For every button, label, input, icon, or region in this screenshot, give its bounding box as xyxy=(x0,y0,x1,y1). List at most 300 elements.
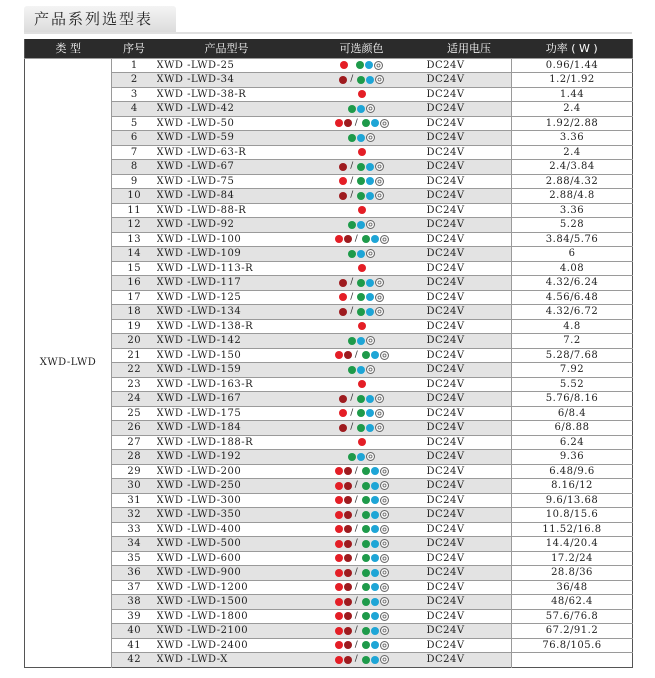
row-power: 2.88/4.8 xyxy=(512,189,633,204)
table-row xyxy=(25,218,633,233)
darkred-dot-icon xyxy=(339,424,347,432)
row-power: 5.52 xyxy=(512,377,633,392)
white-dot-icon xyxy=(375,191,384,200)
row-voltage: DC24V xyxy=(427,595,512,610)
cyan-dot-icon xyxy=(371,511,379,519)
row-power: 2.4/3.84 xyxy=(512,160,633,175)
row-index: 22 xyxy=(112,363,157,378)
row-colors xyxy=(297,58,427,73)
green-dot-icon xyxy=(348,134,356,142)
color-separator: / xyxy=(354,233,359,244)
color-separator: / xyxy=(350,161,354,172)
cyan-dot-icon xyxy=(366,395,374,403)
red-dot-icon xyxy=(335,511,343,519)
row-colors xyxy=(297,189,427,204)
white-dot-icon xyxy=(366,365,375,374)
row-index: 5 xyxy=(112,116,157,131)
color-swatches xyxy=(358,438,366,446)
white-dot-icon xyxy=(366,249,375,258)
green-dot-icon xyxy=(362,656,370,664)
row-colors xyxy=(297,290,427,305)
red-dot-icon xyxy=(335,612,343,620)
row-index: 2 xyxy=(112,73,157,88)
row-model: XWD -LWD-2100 xyxy=(157,624,297,639)
white-dot-icon xyxy=(375,423,384,432)
row-model: XWD -LWD-88-R xyxy=(157,203,297,218)
row-colors xyxy=(297,609,427,624)
row-colors xyxy=(297,116,427,131)
row-voltage: DC24V xyxy=(427,160,512,175)
row-index: 25 xyxy=(112,406,157,421)
green-dot-icon xyxy=(362,554,370,562)
white-dot-icon xyxy=(375,162,384,171)
white-dot-icon xyxy=(375,278,384,287)
row-index: 41 xyxy=(112,638,157,653)
row-model: XWD -LWD-25 xyxy=(157,58,297,73)
row-power: 1.92/2.88 xyxy=(512,116,633,131)
table-row xyxy=(25,638,633,653)
row-model: XWD -LWD-84 xyxy=(157,189,297,204)
table-row xyxy=(25,145,633,160)
darkred-dot-icon xyxy=(344,598,352,606)
row-colors xyxy=(297,595,427,610)
row-index: 28 xyxy=(112,450,157,465)
darkred-dot-icon xyxy=(344,496,352,504)
color-swatches xyxy=(335,554,389,563)
row-power: 2.4 xyxy=(512,145,633,160)
white-dot-icon xyxy=(366,133,375,142)
color-swatches xyxy=(335,525,389,534)
cyan-dot-icon xyxy=(371,569,379,577)
table-row xyxy=(25,87,633,102)
cyan-dot-icon xyxy=(357,221,365,229)
row-power: 8.16/12 xyxy=(512,479,633,494)
table-row xyxy=(25,653,633,668)
red-dot-icon xyxy=(358,322,366,330)
cyan-dot-icon xyxy=(371,467,379,475)
cyan-dot-icon xyxy=(366,163,374,171)
row-index: 24 xyxy=(112,392,157,407)
row-voltage: DC24V xyxy=(427,653,512,668)
row-power: 10.8/15.6 xyxy=(512,508,633,523)
row-index: 40 xyxy=(112,624,157,639)
white-dot-icon xyxy=(380,510,389,519)
green-dot-icon xyxy=(357,279,365,287)
row-voltage: DC24V xyxy=(427,493,512,508)
row-model: XWD -LWD-192 xyxy=(157,450,297,465)
row-power: 4.56/6.48 xyxy=(512,290,633,305)
row-power: 7.2 xyxy=(512,334,633,349)
color-swatches xyxy=(335,597,389,606)
row-voltage: DC24V xyxy=(427,537,512,552)
color-separator: / xyxy=(354,581,359,592)
row-index: 42 xyxy=(112,653,157,668)
row-power: 11.52/16.8 xyxy=(512,522,633,537)
row-power: 1.2/1.92 xyxy=(512,73,633,88)
row-power: 3.36 xyxy=(512,131,633,146)
white-dot-icon xyxy=(375,177,384,186)
row-colors xyxy=(297,145,427,160)
darkred-dot-icon xyxy=(344,119,352,127)
color-separator: / xyxy=(354,117,359,128)
row-voltage: DC24V xyxy=(427,174,512,189)
product-selection-table xyxy=(24,39,633,668)
table-header-row xyxy=(25,39,633,58)
red-dot-icon xyxy=(358,148,366,156)
row-index: 17 xyxy=(112,290,157,305)
color-separator: / xyxy=(350,422,354,433)
white-dot-icon xyxy=(380,554,389,563)
row-colors xyxy=(297,450,427,465)
green-dot-icon xyxy=(362,511,370,519)
row-colors xyxy=(297,580,427,595)
red-dot-icon xyxy=(358,380,366,388)
row-index: 16 xyxy=(112,276,157,291)
row-index: 21 xyxy=(112,348,157,363)
color-swatches xyxy=(335,655,389,664)
color-separator: / xyxy=(350,277,354,288)
color-separator: / xyxy=(354,552,359,563)
white-dot-icon xyxy=(380,235,389,244)
color-swatches xyxy=(358,322,366,330)
green-dot-icon xyxy=(357,395,365,403)
row-model: XWD -LWD-109 xyxy=(157,247,297,262)
green-dot-icon xyxy=(362,612,370,620)
row-voltage: DC24V xyxy=(427,261,512,276)
color-swatches xyxy=(340,61,383,70)
row-colors xyxy=(297,638,427,653)
row-model: XWD -LWD-142 xyxy=(157,334,297,349)
color-swatches xyxy=(339,307,384,316)
cyan-dot-icon xyxy=(371,496,379,504)
header-model: 产品型号 xyxy=(204,42,249,56)
type-cell: XWD-LWD xyxy=(25,58,112,667)
table-row xyxy=(25,203,633,218)
table-row xyxy=(25,131,633,146)
row-model: XWD -LWD-150 xyxy=(157,348,297,363)
row-power: 3.36 xyxy=(512,203,633,218)
color-swatches xyxy=(335,510,389,519)
row-index: 4 xyxy=(112,102,157,117)
color-swatches xyxy=(348,220,375,229)
row-voltage: DC24V xyxy=(427,508,512,523)
red-dot-icon xyxy=(335,235,343,243)
cyan-dot-icon xyxy=(371,641,379,649)
red-dot-icon xyxy=(358,264,366,272)
cyan-dot-icon xyxy=(371,583,379,591)
row-voltage: DC24V xyxy=(427,116,512,131)
white-dot-icon xyxy=(380,496,389,505)
row-voltage: DC24V xyxy=(427,290,512,305)
red-dot-icon xyxy=(339,293,347,301)
row-colors xyxy=(297,73,427,88)
darkred-dot-icon xyxy=(344,351,352,359)
white-dot-icon xyxy=(380,655,389,664)
color-separator: / xyxy=(350,190,354,201)
row-colors xyxy=(297,493,427,508)
color-swatches xyxy=(335,481,389,490)
row-voltage: DC24V xyxy=(427,435,512,450)
cyan-dot-icon xyxy=(371,119,379,127)
row-index: 37 xyxy=(112,580,157,595)
row-model: XWD -LWD-75 xyxy=(157,174,297,189)
cyan-dot-icon xyxy=(357,366,365,374)
red-dot-icon xyxy=(339,409,347,417)
header-voltage: 适用电压 xyxy=(447,42,491,56)
row-index: 11 xyxy=(112,203,157,218)
table-row xyxy=(25,406,633,421)
table-row xyxy=(25,247,633,262)
red-dot-icon xyxy=(335,467,343,475)
table-row xyxy=(25,551,633,566)
row-power: 5.28/7.68 xyxy=(512,348,633,363)
white-dot-icon xyxy=(380,119,389,128)
row-colors xyxy=(297,174,427,189)
row-index: 14 xyxy=(112,247,157,262)
darkred-dot-icon xyxy=(344,525,352,533)
row-model: XWD -LWD-125 xyxy=(157,290,297,305)
red-dot-icon xyxy=(335,482,343,490)
color-separator: / xyxy=(354,523,359,534)
row-index: 13 xyxy=(112,232,157,247)
darkred-dot-icon xyxy=(344,235,352,243)
row-colors xyxy=(297,566,427,581)
row-model: XWD -LWD-1200 xyxy=(157,580,297,595)
cyan-dot-icon xyxy=(371,612,379,620)
green-dot-icon xyxy=(362,569,370,577)
green-dot-icon xyxy=(357,293,365,301)
color-swatches xyxy=(339,293,384,302)
table-row xyxy=(25,232,633,247)
red-dot-icon xyxy=(335,583,343,591)
row-power: 2.4 xyxy=(512,102,633,117)
color-separator: / xyxy=(354,596,359,607)
red-dot-icon xyxy=(358,206,366,214)
table-row xyxy=(25,609,633,624)
cyan-dot-icon xyxy=(366,293,374,301)
row-power: 14.4/20.4 xyxy=(512,537,633,552)
cyan-dot-icon xyxy=(366,76,374,84)
row-index: 20 xyxy=(112,334,157,349)
table-row xyxy=(25,508,633,523)
row-voltage: DC24V xyxy=(427,551,512,566)
white-dot-icon xyxy=(375,75,384,84)
table-row xyxy=(25,290,633,305)
cyan-dot-icon xyxy=(371,627,379,635)
table-row xyxy=(25,305,633,320)
green-dot-icon xyxy=(362,641,370,649)
row-voltage: DC24V xyxy=(427,145,512,160)
row-colors xyxy=(297,87,427,102)
row-voltage: DC24V xyxy=(427,421,512,436)
row-index: 9 xyxy=(112,174,157,189)
row-voltage: DC24V xyxy=(427,348,512,363)
row-voltage: DC24V xyxy=(427,73,512,88)
row-voltage: DC24V xyxy=(427,87,512,102)
row-voltage: DC24V xyxy=(427,566,512,581)
color-swatches xyxy=(335,119,389,128)
row-voltage: DC24V xyxy=(427,218,512,233)
color-swatches xyxy=(348,249,375,258)
color-swatches xyxy=(339,162,384,171)
cyan-dot-icon xyxy=(371,482,379,490)
green-dot-icon xyxy=(357,177,365,185)
row-model: XWD -LWD-92 xyxy=(157,218,297,233)
row-model: XWD -LWD-400 xyxy=(157,522,297,537)
green-dot-icon xyxy=(357,308,365,316)
green-dot-icon xyxy=(348,250,356,258)
color-swatches xyxy=(335,351,389,360)
row-power: 9.36 xyxy=(512,450,633,465)
page-title: 产品系列选型表 xyxy=(24,6,176,32)
green-dot-icon xyxy=(362,627,370,635)
table-row xyxy=(25,319,633,334)
header-colors: 可选颜色 xyxy=(339,42,384,56)
row-colors xyxy=(297,276,427,291)
color-separator: / xyxy=(350,306,354,317)
row-colors xyxy=(297,261,427,276)
row-colors xyxy=(297,319,427,334)
color-swatches xyxy=(358,206,366,214)
green-dot-icon xyxy=(357,409,365,417)
table-row xyxy=(25,160,633,175)
row-model: XWD -LWD-63-R xyxy=(157,145,297,160)
color-separator: / xyxy=(354,480,359,491)
row-colors xyxy=(297,247,427,262)
row-colors xyxy=(297,218,427,233)
row-power: 6.48/9.6 xyxy=(512,464,633,479)
darkred-dot-icon xyxy=(344,554,352,562)
darkred-dot-icon xyxy=(344,641,352,649)
color-swatches xyxy=(339,423,384,432)
green-dot-icon xyxy=(348,453,356,461)
white-dot-icon xyxy=(380,583,389,592)
row-index: 15 xyxy=(112,261,157,276)
color-swatches xyxy=(335,568,389,577)
darkred-dot-icon xyxy=(344,467,352,475)
row-power: 28.8/36 xyxy=(512,566,633,581)
row-colors xyxy=(297,102,427,117)
color-separator: / xyxy=(354,465,359,476)
darkred-dot-icon xyxy=(339,76,347,84)
row-voltage: DC24V xyxy=(427,392,512,407)
red-dot-icon xyxy=(335,554,343,562)
darkred-dot-icon xyxy=(339,308,347,316)
row-colors xyxy=(297,232,427,247)
table-row xyxy=(25,435,633,450)
color-separator: / xyxy=(350,291,354,302)
row-colors xyxy=(297,334,427,349)
row-power: 4.8 xyxy=(512,319,633,334)
row-power: 76.8/105.6 xyxy=(512,638,633,653)
row-colors xyxy=(297,203,427,218)
row-voltage: DC24V xyxy=(427,319,512,334)
row-power: 67.2/91.2 xyxy=(512,624,633,639)
red-dot-icon xyxy=(335,540,343,548)
white-dot-icon xyxy=(366,220,375,229)
green-dot-icon xyxy=(348,366,356,374)
green-dot-icon xyxy=(362,467,370,475)
darkred-dot-icon xyxy=(344,569,352,577)
cyan-dot-icon xyxy=(357,250,365,258)
white-dot-icon xyxy=(380,351,389,360)
row-model: XWD -LWD-250 xyxy=(157,479,297,494)
title-divider xyxy=(24,32,632,34)
row-model: XWD -LWD-167 xyxy=(157,392,297,407)
row-voltage: DC24V xyxy=(427,638,512,653)
color-separator: / xyxy=(354,610,359,621)
cyan-dot-icon xyxy=(371,525,379,533)
color-separator: / xyxy=(354,639,359,650)
white-dot-icon xyxy=(380,539,389,548)
row-colors xyxy=(297,624,427,639)
darkred-dot-icon xyxy=(344,627,352,635)
row-colors xyxy=(297,421,427,436)
color-swatches xyxy=(335,626,389,635)
row-model: XWD -LWD-184 xyxy=(157,421,297,436)
white-dot-icon xyxy=(375,293,384,302)
white-dot-icon xyxy=(380,626,389,635)
row-colors xyxy=(297,522,427,537)
row-model: XWD -LWD-300 xyxy=(157,493,297,508)
cyan-dot-icon xyxy=(366,177,374,185)
darkred-dot-icon xyxy=(344,511,352,519)
red-dot-icon xyxy=(335,627,343,635)
row-voltage: DC24V xyxy=(427,131,512,146)
row-voltage: DC24V xyxy=(427,580,512,595)
row-colors xyxy=(297,363,427,378)
header-power: 功率 ( W ) xyxy=(545,42,598,56)
white-dot-icon xyxy=(380,525,389,534)
row-model: XWD -LWD-138-R xyxy=(157,319,297,334)
red-dot-icon xyxy=(335,525,343,533)
row-model: XWD -LWD-200 xyxy=(157,464,297,479)
row-power: 6/8.4 xyxy=(512,406,633,421)
row-power: 7.92 xyxy=(512,363,633,378)
row-model: XWD -LWD-34 xyxy=(157,73,297,88)
table-row xyxy=(25,363,633,378)
color-swatches xyxy=(348,336,375,345)
row-power: 0.96/1.44 xyxy=(512,58,633,73)
green-dot-icon xyxy=(357,76,365,84)
row-model: XWD -LWD-117 xyxy=(157,276,297,291)
row-model: XWD -LWD-59 xyxy=(157,131,297,146)
table-row xyxy=(25,450,633,465)
white-dot-icon xyxy=(380,641,389,650)
color-swatches xyxy=(335,641,389,650)
color-swatches xyxy=(335,539,389,548)
cyan-dot-icon xyxy=(371,598,379,606)
green-dot-icon xyxy=(357,163,365,171)
color-separator: / xyxy=(354,494,359,505)
color-swatches xyxy=(339,278,384,287)
table-row xyxy=(25,493,633,508)
table-row xyxy=(25,392,633,407)
table-row xyxy=(25,348,633,363)
green-dot-icon xyxy=(362,351,370,359)
red-dot-icon xyxy=(340,61,348,69)
row-index: 34 xyxy=(112,537,157,552)
row-power: 4.08 xyxy=(512,261,633,276)
row-power: 1.44 xyxy=(512,87,633,102)
darkred-dot-icon xyxy=(344,540,352,548)
green-dot-icon xyxy=(362,598,370,606)
darkred-dot-icon xyxy=(339,163,347,171)
table-row xyxy=(25,261,633,276)
row-model: XWD -LWD-2400 xyxy=(157,638,297,653)
row-colors xyxy=(297,348,427,363)
row-colors xyxy=(297,435,427,450)
